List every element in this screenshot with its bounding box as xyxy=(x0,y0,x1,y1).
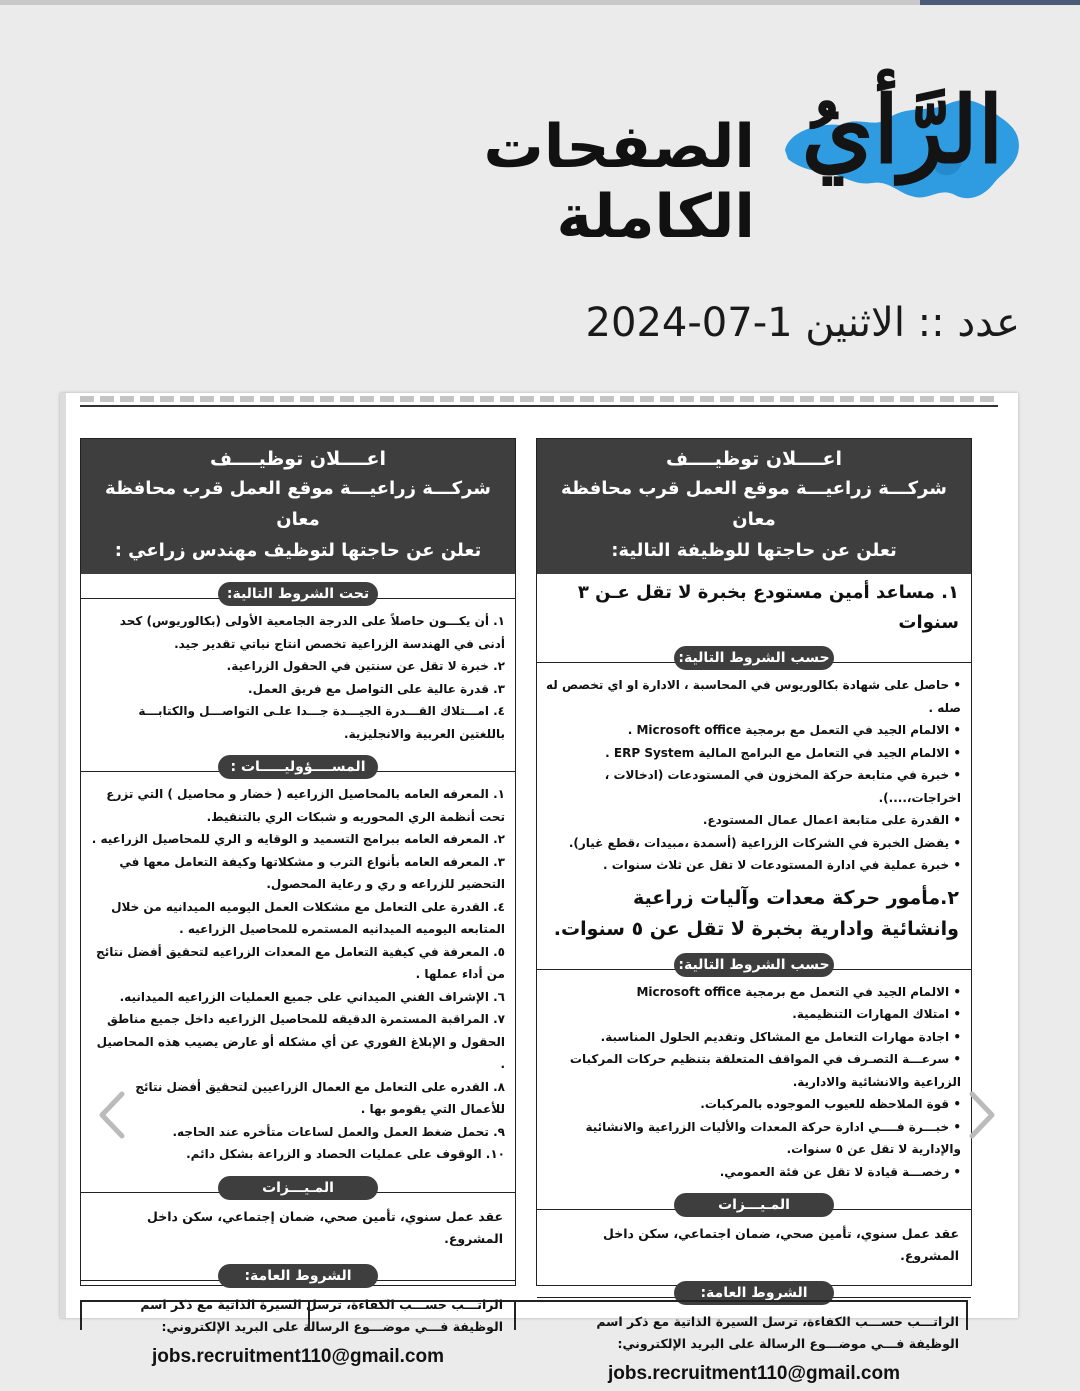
contact-email[interactable]: jobs.recruitment110@gmail.com xyxy=(151,1345,444,1367)
list-item: • الالمام الجيد في التعمل مع برمجية Microsoft office xyxy=(636,984,961,999)
ad-company: شركـــة زراعيـــة موقع العمل قرب محافظة معان xyxy=(105,478,491,530)
list-item: ٤. القدرة على التعامل مع مشكلات العمل اليوميه الميدانيه من خلال المتابعه اليوميه الميدانيه المستمره للمحاصيل الزراعيه . xyxy=(111,899,505,936)
issue-date: عدد :: الاثنين 1-07-2024 xyxy=(585,300,1020,346)
list-item: ٢. خبرة لا تقل عن سنتين في الحقول الزراعية. xyxy=(226,659,505,673)
list-item: • يفضل الخبرة في الشركات الزراعية (أسمدة ،مبيدات ،قطع غيار). xyxy=(568,835,961,850)
list-item: • امتلاك المهارات التنظيمية. xyxy=(792,1007,961,1021)
responsibilities-label: المســــؤوليـــــات : xyxy=(218,755,378,779)
benefits-label: المـيـــزات xyxy=(218,1176,378,1200)
job-title-1: ١. مساعد أمين مستودع بخبرة لا تقل عـن ٣ سنوات xyxy=(577,582,959,633)
page-edge xyxy=(60,393,66,1318)
ad-announce: تعلن عن حاجتها لتوظيف مهندس زراعي : xyxy=(114,540,482,561)
ad-header xyxy=(537,439,971,574)
page-title: الصفحات الكاملة xyxy=(483,112,755,252)
list-item: ١. المعرفه العامه بالمحاصيل الزراعيه ( خضار و محاصيل ) التي تزرع تحت أنظمة الري المحوريه و شبكات الري بالتنقيط. xyxy=(106,787,505,824)
list-item: ٤. امـــتلاك القـــدرة الجيـــدة جـــدا علـى التواصـــل والكتابـــة باللغتين العربية والانجليزية. xyxy=(138,704,505,741)
cropped-top-strip xyxy=(80,393,998,407)
section-divider xyxy=(81,755,515,779)
list-item: • خبـــرة فــــي ادارة حركة المعدات والأليات الزراعية والانشائية والإدارية لا تقل عن ٥ سنوات. xyxy=(585,1119,961,1156)
list-item: ١٠. الوقوف على عمليات الحصاد و الزراعة بشكل دائم. xyxy=(186,1147,505,1161)
list-item: • خبرة عملية في ادارة المستودعات لا تقل عن ثلاث سنوات . xyxy=(602,858,961,872)
ad-announce: تعلن عن حاجتها للوظيفة التالية: xyxy=(611,540,897,561)
job-ad-storekeeper xyxy=(536,438,972,1384)
list-item: ٧. المراقبة المستمرة الدقيقه للمحاصيل الزراعيه داخل جميع مناطق الحقول و الإبلاغ الفوري عن أي مشكله أو عارض يصيب هذه المحاصيل . xyxy=(96,1012,505,1071)
next-page-button[interactable] xyxy=(966,1090,998,1140)
benefits-text: عقد عمل سنوي، تأمين صحي، ضمان إجتماعي، سكن داخل المشروع. xyxy=(147,1208,503,1246)
newspaper-page xyxy=(60,393,1018,1384)
list-item: ٩. تحمل ضغط العمل والعمل لساعات متأخره عند الحاجه. xyxy=(172,1124,505,1139)
general-terms-text: الراتـــب حســـب الكفاءة، ترسل السيرة الذاتية مع ذكر اسم الوظيفة فـــي موضـــوع الرسالة على البريد الإلكتروني: xyxy=(140,1296,503,1334)
prev-page-button[interactable] xyxy=(96,1090,128,1140)
alrai-logo[interactable] xyxy=(780,55,1025,220)
ad-title: اعــــلان توظيــــف xyxy=(665,448,843,470)
conditions-list-1 xyxy=(537,670,971,879)
top-status-bar xyxy=(0,0,1080,5)
section-divider xyxy=(537,646,971,670)
job-title-2: ٢.مأمور حركة معدات وآليات زراعية وانشائية وادارية بخبرة لا تقل عن ٥ سنوات. xyxy=(553,886,959,940)
list-item: • خبرة في متابعة حركة المخزون في المستودعات (ادخالات ، اخراجات،....). xyxy=(604,768,961,805)
logo-wordmark: الرَّأيُ xyxy=(801,76,1004,184)
list-item: ٣. قدرة عالية على التواصل مع فريق العمل. xyxy=(248,681,505,696)
list-item: ٨. القدره على التعامل مع العمال الزراعيين لتحقيق أفضل نتائج للأعمال التي يقومو بها . xyxy=(135,1079,505,1116)
conditions-list-2 xyxy=(537,977,971,1186)
ad-title: اعــــلان توظيــــف xyxy=(209,448,387,470)
list-item: • قوة الملاحظه للعيوب الموجوده بالمركبات. xyxy=(700,1097,961,1111)
next-ad-box xyxy=(308,1300,968,1330)
list-item: • اجادة مهارات التعامل مع المشاكل وتقديم الحلول المناسبة. xyxy=(600,1029,961,1044)
benefits-text: عقد عمل سنوي، تأمين صحي، ضمان اجتماعي، سكن داخل المشروع. xyxy=(603,1226,959,1263)
conditions-label: تحت الشروط التالية: xyxy=(218,582,378,606)
section-divider xyxy=(81,582,515,606)
general-terms-label: الشروط العامة: xyxy=(674,1281,834,1305)
list-item: ٢. المعرفه العامه ببرامج التسميد و الوقايه و الري للمحاصيل الزراعيه . xyxy=(91,832,505,846)
list-item: • القدرة على متابعة اعمال عمال المستودع. xyxy=(702,813,961,827)
contact-email[interactable]: jobs.recruitment110@gmail.com xyxy=(607,1363,900,1384)
list-item: • حاصل على شهادة بكالوريوس في المحاسبة ، الادارة او اي تخصص له صله . xyxy=(546,678,961,715)
general-terms-text: الراتـــب حســـب الكفاءة، ترسل السيرة الذاتية مع ذكر اسم الوظيفة فـــي موضـــوع الرسالة على البريد الإلكتروني: xyxy=(596,1314,959,1351)
responsibilities-list xyxy=(81,779,515,1168)
list-item: ١. أن يكـــون حاصلاً على الدرجة الجامعية الأولى (بكالوريوس) كحد أدنى في الهندسة الزراعية تخصص انتاج نباتي تقدير جيد. xyxy=(119,614,505,651)
list-item: • الالمام الجيد في التعامل مع البرامج المالية ERP System . xyxy=(605,745,961,760)
conditions-label: حسب الشروط التالية: xyxy=(674,953,834,977)
section-divider xyxy=(537,1193,971,1217)
list-item: • رخصـــة قيادة لا تقل عن فئة العمومي. xyxy=(719,1164,961,1179)
chevron-left-icon xyxy=(96,1090,128,1140)
top-accent-bar xyxy=(920,0,1080,5)
conditions-label: حسب الشروط التالية: xyxy=(674,646,834,670)
chevron-right-icon xyxy=(966,1090,998,1140)
ad-company: شركـــة زراعيـــة موقع العمل قرب محافظة معان xyxy=(561,478,947,530)
ad-header xyxy=(81,439,515,574)
conditions-list xyxy=(81,606,515,747)
section-divider xyxy=(81,1176,515,1200)
general-terms-label: الشروط العامة: xyxy=(218,1264,378,1288)
list-item: • سرعـــة التصـرف في المواقف المتعلقة بتنظيم حركات المركبات الزراعية والانشائية والادارية. xyxy=(569,1052,961,1089)
benefits-label: المـيـــزات xyxy=(674,1193,834,1217)
job-ad-agri-engineer xyxy=(80,438,516,1367)
list-item: ٦. الإشراف الفني الميداني على جميع العمليات الزراعيه الميدانيه. xyxy=(119,989,505,1004)
section-divider xyxy=(537,953,971,977)
list-item: ٥. المعرفة في كيفية التعامل مع المعدات الزراعيه لتحقيق أفضل نتائج من أداء عملها . xyxy=(96,944,505,981)
section-divider xyxy=(81,1264,515,1288)
list-item: • الالمام الجيد في التعمل مع برمجية Microsoft office . xyxy=(627,723,961,737)
list-item: ٣. المعرفه العامه بأنواع الترب و مشكلاتها وكيفة التعامل معها في التحضير للزراعه و ري و رعاية المحصول. xyxy=(119,854,505,891)
